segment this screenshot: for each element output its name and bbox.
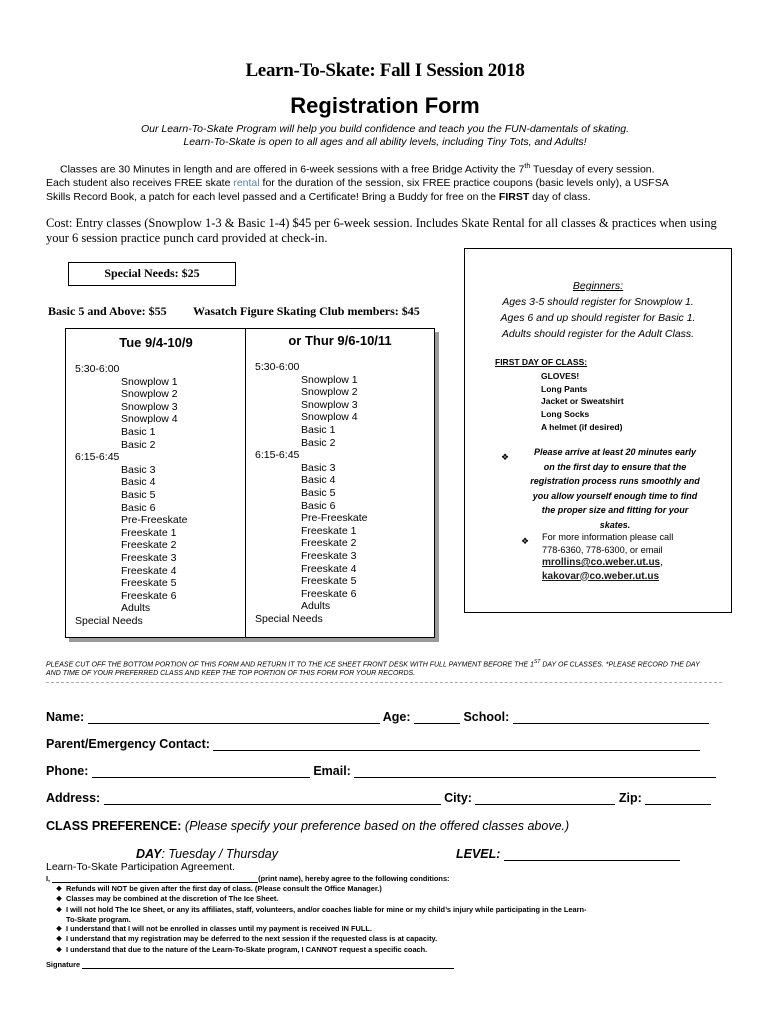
thursday-class-row: Basic 1 [301,423,336,436]
tuesday-class-row: Adults [121,602,151,615]
age-field[interactable] [414,710,460,724]
agreement-print-name: I, (print name), hereby agree to the following conditions: [46,874,450,883]
phone-field[interactable] [92,764,310,778]
tuesday-class-row: Basic 6 [121,501,156,514]
rental-word: rental [233,177,260,189]
thursday-class-row: Basic 2 [301,436,336,449]
level-field[interactable] [504,847,680,861]
print-name-field[interactable] [52,875,258,883]
tuesday-class-row: Freeskate 4 [121,564,177,577]
diamond-bullet-icon: ❖ [521,536,530,546]
signature-field[interactable] [82,961,454,969]
thursday-class-row: Freeskate 2 [301,537,357,550]
diamond-bullet-icon: ❖ [501,452,510,462]
phone-row: Phone: Email: [46,764,736,778]
thursday-class-row: Freeskate 4 [301,562,357,575]
session-title: Learn-To-Skate: Fall I Session 2018 [245,60,525,81]
cut-line [46,682,722,683]
agreement-title: Learn-To-Skate Participation Agreement. [46,861,236,873]
diamond-bullet-icon: ❖ [55,906,63,914]
basic5-price: Basic 5 and Above: $55 [48,304,167,318]
thursday-class-row: Snowplow 1 [301,373,358,386]
thursday-class-row: Snowplow 4 [301,411,358,424]
tuesday-class-row: Basic 5 [121,488,156,501]
first-day-heading: FIRST DAY OF CLASS: [495,357,588,367]
agreement-item: ❖ I will not hold The Ice Sheet, or any its affiliates, staff, volunteers, and/or coaches liable for mine or my child’s injury while participating in the Learn- [52,905,732,915]
arrive-line: registration process runs smoothly and [530,476,700,486]
tuesday-class-row: Freeskate 5 [121,577,177,590]
agreement-item: ❖ Classes may be combined at the discretion of The Ice Sheet. [52,894,732,904]
thursday-class-row: 5:30-6:00 [255,361,300,373]
thursday-class-row: Freeskate 5 [301,575,357,588]
diamond-bullet-icon: ❖ [55,896,63,904]
level-row: LEVEL: [456,847,680,861]
more-info: For more information please call 778-6360, 778-6300, or email mrollins@co.weber.ut.us, kakovar@co.weber.ut.us [542,532,674,582]
thursday-class-row: Basic 4 [301,474,336,487]
arrive-line: Please arrive at least 20 minutes early [533,447,697,457]
intro-line-1: Our Learn-To-Skate Program will help you build confidence and teach you the FUN-damentals of skating. [140,123,630,135]
diamond-bullet-icon: ❖ [55,946,63,954]
beginners-line-2: Ages 6 and up should register for Basic 1. [500,312,696,324]
tuesday-class-row: Basic 2 [121,438,156,451]
city-field[interactable] [475,791,615,805]
name-row: Name: Age: School: [46,710,736,724]
agreement-item: ❖ I understand that my registration may be deferred to the next session if the requested class is at capacity. [52,934,732,944]
tuesday-class-row: 6:15-6:45 [75,451,120,464]
name-field[interactable] [88,710,380,724]
tuesday-class-row: Freeskate 3 [121,551,177,564]
thursday-class-row: Special Needs [255,612,323,625]
thursday-class-row: Basic 6 [301,499,336,512]
tuesday-class-row: Special Needs [75,614,143,627]
beginners-heading: Beginners: [572,280,624,292]
tuesday-class-row: Snowplow 4 [121,413,178,426]
first-day-item: Long Socks [541,409,590,420]
arrive-line: you allow yourself enough time to find [532,490,698,501]
day-row: DAY: Tuesday / Thursday [136,847,278,861]
agreement-item: ❖ I understand that due to the nature of the Learn-To-Skate program, I CANNOT request a specific coach. [52,945,732,955]
arrive-line: skates. [599,519,631,530]
thursday-class-row: 6:15-6:45 [255,449,300,462]
tuesday-class-row: 5:30-6:00 [75,363,120,375]
tuesday-class-row: Freeskate 2 [121,539,177,552]
agreement-item: ❖ I understand that I will not be enrolled in classes until my payment is received IN FULL. [52,924,732,934]
form-title: Registration Form [290,93,480,118]
first-day-item: GLOVES! [541,371,580,381]
tuesday-class-row: Snowplow 3 [121,400,178,413]
thursday-schedule [245,328,435,638]
tuesday-class-row: Freeskate 6 [121,589,177,602]
address-row: Address: City: Zip: [46,791,736,805]
agreement-item-continued: To-Skate program. [66,914,131,924]
first-day-item: Long Pants [541,383,588,394]
zip-field[interactable] [645,791,711,805]
tuesday-class-row: Basic 4 [121,476,156,489]
email-link-mrollins[interactable]: mrollins@co.weber.ut.us [542,557,661,568]
tuesday-class-row: Basic 1 [121,425,156,438]
beginners-line-3: Adults should register for the Adult Class. [501,328,695,340]
tuesday-header: Tue 9/4-10/9 [119,335,193,350]
info-paragraph: Classes are 30 Minutes in length and are offered in 6-week sessions with a free Bridge Activity the 7th Tuesday of every session. Each student also receives FREE skate rental for the duration of the session, six FREE practice coupons (basic levels only), a USFSA Skills Record Book, a patch for each level passed and a Certificate! Bring a Buddy for free on the FIRST day of class. [46,163,669,203]
tuesday-schedule [65,328,247,638]
signature-row: Signature [46,960,454,969]
thursday-class-row: Basic 5 [301,486,336,499]
diamond-bullet-icon: ❖ [55,936,63,944]
address-field[interactable] [104,791,441,805]
beginners-line-1: Ages 3-5 should register for Snowplow 1. [502,296,694,308]
email-field[interactable] [354,764,716,778]
school-field[interactable] [513,710,709,724]
tuesday-class-row: Pre-Freeskate [121,514,188,527]
parent-row: Parent/Emergency Contact: [46,737,736,751]
diamond-bullet-icon: ❖ [55,926,63,934]
thursday-class-row: Freeskate 3 [301,549,357,562]
arrive-line: the proper size and fitting for your [541,505,689,515]
thursday-class-row: Pre-Freeskate [301,512,368,525]
agreement-item: ❖ Refunds will NOT be given after the first day of class. (Please consult the Office Manager.) [52,884,732,894]
intro-line-2: Learn-To-Skate is open to all ages and all ability levels, including Tiny Tots, and Adults! [183,136,587,148]
cutoff-note: PLEASE CUT OFF THE BOTTOM PORTION OF THIS FORM AND RETURN IT TO THE ICE SHEET FRONT DESK WITH FULL PAYMENT BEFORE THE 1ST DAY OF CLASSES. *PLEASE RECORD THE DAY AND TIME OF YOUR PREFERRED CLASS AND KEEP THE TOP PORTION OF THIS FORM FOR YOUR RECORDS. [46,659,700,678]
tuesday-class-row: Freeskate 1 [121,526,177,539]
tuesday-class-row: Snowplow 1 [121,375,178,388]
tuesday-class-row: Basic 3 [121,463,156,476]
thursday-class-row: Adults [301,600,331,613]
email-link-kakovar[interactable]: kakovar@co.weber.ut.us [542,570,660,582]
wasatch-price: Wasatch Figure Skating Club members: $45 [193,304,420,318]
beginners-box [464,248,732,613]
tuesday-class-row: Snowplow 2 [121,388,178,401]
thursday-class-row: Freeskate 1 [301,524,357,537]
first-day-item: Jacket or Sweatshirt [541,396,624,407]
thursday-header: or Thur 9/6-10/11 [288,333,392,348]
thursday-class-row: Basic 3 [301,461,336,474]
special-needs-price: Special Needs: $25 [68,262,236,286]
first-day-item: A helmet (if desired) [541,421,623,432]
parent-contact-field[interactable] [213,737,700,751]
cost-text: Cost: Entry classes (Snowplow 1-3 & Basic 1-4) $45 per 6-week session. Includes Skate Rental for all classes & practices when using your 6 session practice punch card provided at check-in. [46,216,717,245]
thursday-class-row: Snowplow 2 [301,386,358,399]
arrive-line: on the first day to ensure that the [543,461,687,472]
diamond-bullet-icon: ❖ [55,886,63,893]
thursday-class-row: Freeskate 6 [301,587,357,600]
class-preference: CLASS PREFERENCE: (Please specify your preference based on the offered classes above.) [46,819,570,833]
thursday-class-row: Snowplow 3 [301,398,358,411]
